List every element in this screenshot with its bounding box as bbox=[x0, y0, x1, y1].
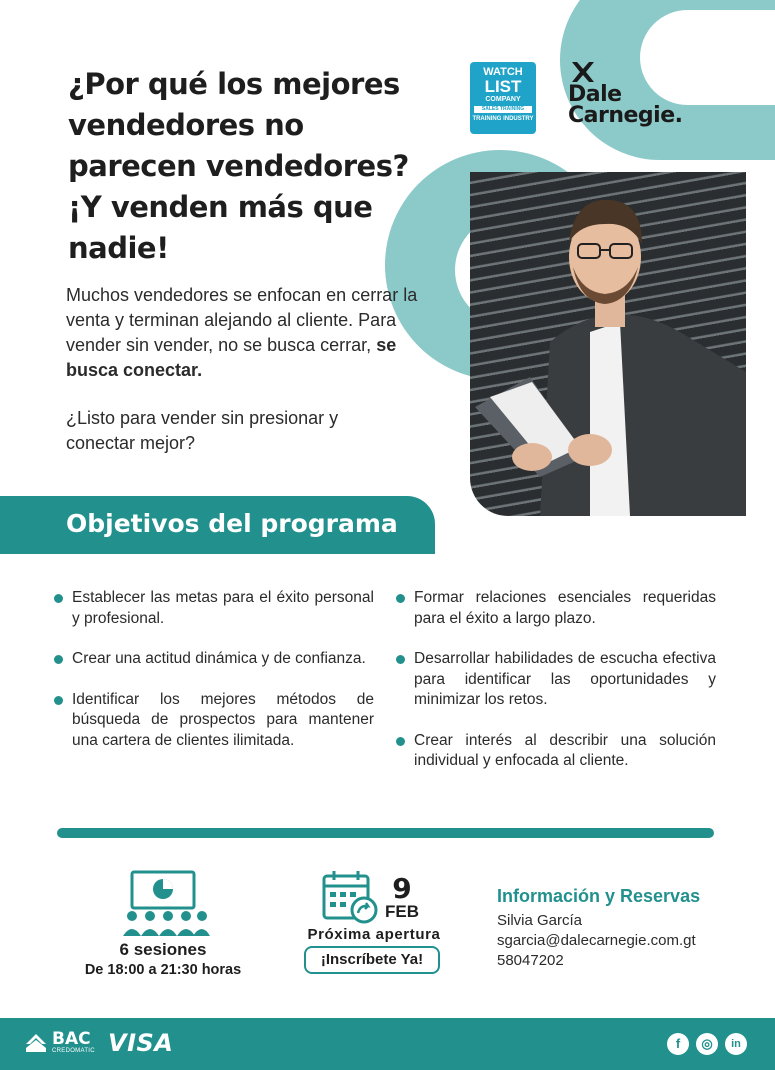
badge-company: COMPANY bbox=[485, 96, 521, 103]
objective-item bbox=[54, 690, 374, 752]
objective-text: Identificar los mejores métodos de búsqueda de prospectos para mantener una cartera de clientes ilimitada. bbox=[72, 690, 374, 749]
objective-item bbox=[396, 731, 716, 772]
calendar-icon bbox=[322, 870, 380, 924]
objective-item bbox=[396, 588, 716, 629]
objective-text: Establecer las metas para el éxito personal y profesional. bbox=[72, 589, 374, 627]
bullet-icon bbox=[396, 737, 405, 746]
objective-item bbox=[54, 649, 374, 670]
bac-mark-icon bbox=[24, 1032, 48, 1054]
contact-name: Silvia García bbox=[497, 912, 583, 929]
objective-text: Crear una actitud dinámica y de confianza. bbox=[72, 650, 366, 667]
objective-text: Desarrollar habilidades de escucha efectiva para identificar las oportunidades y minimizar los retos. bbox=[414, 650, 716, 708]
bullet-icon bbox=[54, 696, 63, 705]
salesman-photo bbox=[470, 172, 746, 516]
carnegie-mark-icon bbox=[570, 60, 596, 84]
bac-logo bbox=[24, 1030, 100, 1058]
logo-line: Carnegie. bbox=[568, 103, 683, 128]
badge-list: LIST bbox=[484, 77, 522, 96]
bac-subtext: CREDOMATIC bbox=[52, 1048, 95, 1054]
objectives-right-column bbox=[396, 588, 716, 792]
logo-wordmark bbox=[568, 84, 683, 126]
intro-emphasis: se busca conectar. bbox=[66, 335, 397, 380]
presentation-audience-icon bbox=[118, 870, 210, 940]
salesman-illustration bbox=[470, 172, 746, 516]
logo-line: Dale bbox=[568, 82, 622, 107]
badge-watch: WATCH bbox=[483, 66, 523, 78]
objective-text: Formar relaciones esenciales requeridas para el éxito a largo plazo. bbox=[414, 589, 716, 627]
intro-paragraph bbox=[66, 283, 426, 383]
bullet-icon bbox=[54, 594, 63, 603]
headline-line: vendedores no bbox=[68, 108, 304, 142]
date-day: 9 bbox=[392, 872, 412, 905]
objectives-left-column bbox=[54, 588, 374, 771]
footer-bar bbox=[0, 1018, 775, 1070]
headline-line: ¿Por qué los mejores bbox=[68, 67, 400, 101]
badge-training-industry: TRAINING INDUSTRY bbox=[472, 116, 534, 122]
headline bbox=[68, 64, 428, 269]
bullet-icon bbox=[54, 655, 63, 664]
headline-line: nadie! bbox=[68, 231, 169, 265]
next-opening-label: Próxima apertura bbox=[307, 926, 441, 943]
objectives-header bbox=[0, 496, 435, 554]
watch-list-badge bbox=[470, 62, 536, 134]
sessions-count: 6 sesiones bbox=[119, 940, 207, 959]
facebook-icon[interactable]: f bbox=[667, 1033, 689, 1055]
question-text: ¿Listo para vender sin presionar y conectar mejor? bbox=[66, 408, 339, 453]
objectives-title: Objetivos del programa bbox=[66, 509, 398, 538]
info-title: Información y Reservas bbox=[497, 886, 701, 906]
sessions-time: De 18:00 a 21:30 horas bbox=[84, 962, 242, 978]
objective-text: Crear interés al describir una solución individual y enfocada al cliente. bbox=[414, 731, 716, 769]
section-divider bbox=[57, 828, 714, 838]
linkedin-icon[interactable]: in bbox=[725, 1033, 747, 1055]
instagram-icon[interactable]: ◎ bbox=[696, 1033, 718, 1055]
objective-item bbox=[396, 649, 716, 711]
intro-text: Muchos vendedores se enfocan en cerrar la venta y terminan alejando al cliente. Para vender sin vender, no se busca cerrar, bbox=[66, 285, 418, 355]
contact-email[interactable]: sgarcia@dalecarnegie.com.gt bbox=[497, 932, 696, 949]
date-month: FEB bbox=[385, 902, 419, 921]
badge-sales-training: SALES TRAINING bbox=[474, 106, 532, 113]
bullet-icon bbox=[396, 594, 405, 603]
dale-carnegie-logo bbox=[568, 60, 683, 130]
objective-item bbox=[54, 588, 374, 629]
signup-button[interactable]: ¡Inscríbete Ya! bbox=[304, 946, 440, 974]
bac-text: BAC bbox=[52, 1029, 91, 1049]
contact-phone[interactable]: 58047202 bbox=[497, 952, 564, 969]
headline-line: ¡Y venden más que bbox=[68, 190, 373, 224]
headline-line: parecen vendedores? bbox=[68, 149, 409, 183]
bullet-icon bbox=[396, 655, 405, 664]
visa-logo: VISA bbox=[108, 1029, 174, 1057]
